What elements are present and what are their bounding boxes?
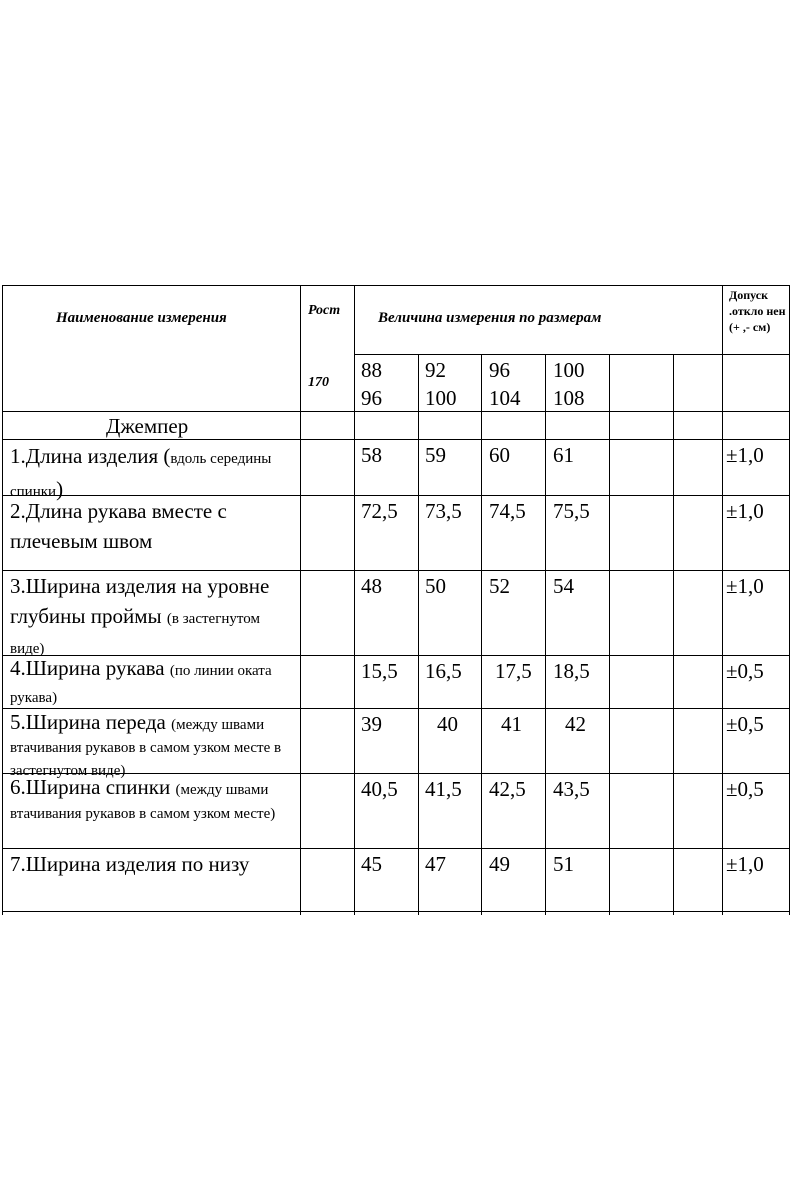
row-1-value-1: 58 <box>361 443 382 467</box>
row-4-tolerance: ±0,5 <box>726 659 764 683</box>
size-1-top: 88 <box>361 358 382 382</box>
measurement-table <box>2 285 790 915</box>
row-6-note: (между швами втачивания рукавов в самом узком месте) <box>10 782 276 822</box>
row-2-value-1: 72,5 <box>361 499 398 523</box>
size-3-bottom: 104 <box>489 386 521 410</box>
row-1-value-3: 60 <box>489 443 510 467</box>
row-6-label <box>10 774 298 825</box>
row-7-main: 7.Ширина изделия по низу <box>10 852 250 876</box>
size-1-bottom: 96 <box>361 386 382 410</box>
row-4-value-1: 15,5 <box>361 659 398 683</box>
grid-line-left <box>2 285 3 915</box>
row-7-value-3: 49 <box>489 852 510 876</box>
row-7-value-2: 47 <box>425 852 446 876</box>
row-3-label <box>10 571 295 661</box>
row-6-tolerance: ±0,5 <box>726 777 764 801</box>
row-2-value-2: 73,5 <box>425 499 462 523</box>
size-3-top: 96 <box>489 358 510 382</box>
grid-line-top <box>2 285 790 286</box>
row-2-value-3: 74,5 <box>489 499 526 523</box>
row-5-value-4: 42 <box>565 712 586 736</box>
row-3-value-2: 50 <box>425 574 446 598</box>
row-5-note: (между швами втачивания рукавов в самом узком месте в застегнутом виде) <box>10 717 282 779</box>
section-title: Джемпер <box>106 414 189 438</box>
row-4-value-4: 18,5 <box>553 659 590 683</box>
row-1-value-2: 59 <box>425 443 446 467</box>
row-5-value-2: 40 <box>437 712 458 736</box>
row-1-close: ) <box>56 477 64 501</box>
row-4-note: (по линии оката рукава) <box>10 663 272 706</box>
grid-line-col-empty1 <box>609 354 610 915</box>
grid-line-subheader <box>354 354 790 355</box>
row-2-label <box>10 496 295 556</box>
row-6-value-2: 41,5 <box>425 777 462 801</box>
size-4-top: 100 <box>553 358 585 382</box>
row-2-main: 2.Длина рукава вместе с плечевым швом <box>10 499 227 553</box>
row-1-tolerance: ±1,0 <box>726 443 764 467</box>
row-7-label <box>10 849 295 879</box>
grid-line-col-size4 <box>545 354 546 915</box>
row-7-value-4: 51 <box>553 852 574 876</box>
header-height-label: Рост <box>308 303 341 318</box>
row-3-value-1: 48 <box>361 574 382 598</box>
row-1-main: 1.Длина изделия ( <box>10 444 171 468</box>
row-6-value-1: 40,5 <box>361 777 398 801</box>
row-6-value-4: 43,5 <box>553 777 590 801</box>
row-5-main: 5.Ширина переда <box>10 710 166 734</box>
header-tolerance-title: Допуск .откло нен (+ ,- см) <box>729 288 786 335</box>
row-1-note: вдоль середины спинки <box>10 451 272 500</box>
row-6-main: 6.Ширина спинки <box>10 775 171 799</box>
row-5-tolerance: ±0,5 <box>726 712 764 736</box>
size-4-bottom: 108 <box>553 386 585 410</box>
grid-line-row7-bottom <box>2 911 790 912</box>
grid-line-col-tolerance <box>722 285 723 915</box>
grid-line-col-size1 <box>354 285 355 915</box>
row-5-value-1: 39 <box>361 712 382 736</box>
row-2-tolerance: ±1,0 <box>726 499 764 523</box>
row-3-value-3: 52 <box>489 574 510 598</box>
row-1-value-4: 61 <box>553 443 574 467</box>
row-4-main: 4.Ширина рукава <box>10 656 165 680</box>
grid-line-right <box>789 285 790 915</box>
size-2-top: 92 <box>425 358 446 382</box>
header-measurement-name: Наименование измерения <box>56 310 227 326</box>
row-7-value-1: 45 <box>361 852 382 876</box>
grid-line-col-empty2 <box>673 354 674 915</box>
header-size-group-title: Величина измерения по размерам <box>378 310 602 326</box>
row-6-value-3: 42,5 <box>489 777 526 801</box>
row-3-main: 3.Ширина изделия на уровне глубины проймы <box>10 574 270 628</box>
row-7-tolerance: ±1,0 <box>726 852 764 876</box>
header-height-value: 170 <box>308 375 329 390</box>
row-4-value-3: 17,5 <box>495 659 532 683</box>
row-3-note: (в застегнутом виде) <box>10 611 260 657</box>
grid-line-col-size2 <box>418 354 419 915</box>
row-5-value-3: 41 <box>501 712 522 736</box>
row-4-value-2: 16,5 <box>425 659 462 683</box>
row-5-label <box>10 709 298 781</box>
row-4-label <box>10 656 295 710</box>
row-2-value-4: 75,5 <box>553 499 590 523</box>
row-3-tolerance: ±1,0 <box>726 574 764 598</box>
grid-line-col-height <box>300 285 301 915</box>
size-2-bottom: 100 <box>425 386 457 410</box>
row-3-value-4: 54 <box>553 574 574 598</box>
grid-line-col-size3 <box>481 354 482 915</box>
